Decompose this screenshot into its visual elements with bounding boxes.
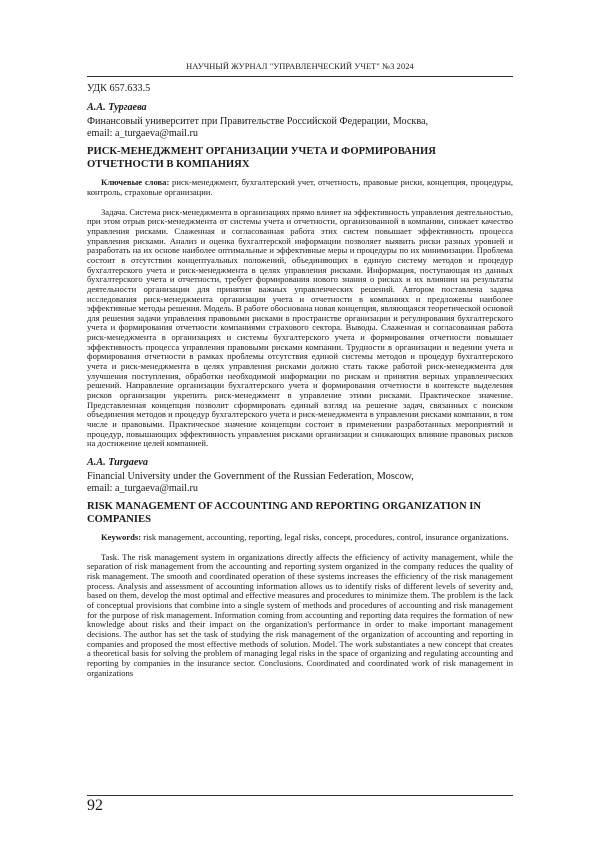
keywords-label-ru: Ключевые слова: xyxy=(101,177,170,187)
abstract-ru: Задача. Система риск-менеджмента в организациях прямо влияет на эффективность управления деятельностью, при этом отрыв риск-менеджмента от системы учета и отчетности, организованной в компании, снижает качество управления рисками. Слаженная и согласованная работа этих систем повышает эффективность процесса управления рисками. Анализ и оценка бухгалтерской информации позволяет выявить риски разных уровней и разработать на их основе наиболее оптимальные и эффективные меры и процедуры по их минимизации. Проблема состоит в отсутствии концептуальных положений, объединяющих в единую систему методов и процедур бухгалтерского учета и риск-менеджмента в целях управления рисками. Информация, поступающая из данных бухгалтерского учета и отчетности, требует формирования нового знания о рисках и их влиянии на результаты деятельности организации для принятия важных управленческих решений. Автором поставлена задача исследования риск-менеджмента организации учета и отчетности в компаниях и предложены наиболее эффективные методы решения. Модель. В работе обоснована новая концепция, являющаяся теоретической основой для решения задачи управления правовыми рисками в пространстве организации и регулирования бухгалтерского учета и формирования отчетности компаниями страхового сектора. Выводы. Слаженная и согласованная работа риск-менеджмента в организациях и системы бухгалтерского учета и формирования отчетности повышает эффективность процесса управления правовыми рисками компании. Трудности в организации и ведении учета и формирования отчетности в рамках проблемы отсутствия единой системы методов и процедур бухгалтерского учета и риск-менеджмента в целях управления рисками должно стать также работой риск-менеджмента для улучшения поступления, обработки необходимой информации по рискам и принятия верных управленческих решений. Направление организации бухгалтерского учета и формирования отчетности в контексте выделения рисков организации укрепить риск-менеджмент в управление этими рисками. Практическое значение. Представленная концепция позволит сформировать единый взгляд на решение задач, связанных с поиском объединения методов и процедур бухгалтерского учета и риск-менеджмента в управлении рисками компании, в том числе и правовыми. Практическое значение концепции состоит в применении разработанных мероприятий и процедур, повышающих эффективность управления рисками организации и снижающих влияние правовых рисков на достижение целей компанией. xyxy=(87,206,513,449)
affiliation-en: Financial University under the Government of the Russian Federation, Moscow, xyxy=(87,471,414,482)
email-ru[interactable]: email: a_turgaeva@mail.ru xyxy=(87,128,199,139)
page-number: 92 xyxy=(87,797,103,814)
author-name-ru: А.А. Тургаева xyxy=(87,102,147,113)
keywords-ru xyxy=(87,178,513,198)
article-title-ru: РИСК-МЕНЕДЖМЕНТ ОРГАНИЗАЦИИ УЧЕТА И ФОРМИРОВАНИЯ ОТЧЕТНОСТИ В КОМПАНИЯХ xyxy=(87,146,436,170)
footer-divider xyxy=(87,795,513,796)
keywords-en xyxy=(87,533,513,543)
keywords-text-en: risk management, accounting, reporting, legal risks, concept, procedures, control, insurance organizations. xyxy=(141,532,509,542)
header-divider xyxy=(87,76,513,77)
author-name-en: A.A. Turgaeva xyxy=(87,457,149,468)
article-title-en: RISK MANAGEMENT OF ACCOUNTING AND REPORTING ORGANIZATION IN COMPANIES xyxy=(87,501,482,525)
abstract-en: Task. The risk management system in organizations directly affects the efficiency of activity management, while the separation of risk management from the accounting and reporting system organized in the company reduces the quality of risk management. The smooth and coordinated operation of these systems increases the efficiency of the risk management process. Analysis and assessment of accounting information allows us to identify risks of different levels of severity and, based on them, develop the most optimal and effective measures and procedures to minimize them. The problem is the lack of conceptual provisions that combine into a single system of methods and procedures of accounting and risk management for the purpose of risk management. Information coming from accounting and reporting data requires the formation of new knowledge about risks and their impact on the organization's performance in order to make important management decisions. The author has set the task of studying the risk management of the organization of accounting and reporting in companies and proposed the most effective methods of solution. Model. The work substantiates a new concept that creates a theoretical basis for solving the problem of managing legal risks in the space of organizing and regulating accounting and reporting by companies in the insurance sector. Conclusions. Coordinated and coordinated work of risk management in organizations xyxy=(87,551,513,678)
email-en[interactable]: email: a_turgaeva@mail.ru xyxy=(87,483,199,494)
article-content xyxy=(87,83,513,678)
udc-code: УДК 657.633.5 xyxy=(87,83,151,94)
keywords-text-ru: риск-менеджмент, бухгалтерский учет, отчетность, правовые риски, концепция, процедуры, контроль, страховые организации. xyxy=(87,177,513,197)
journal-header: НАУЧНЫЙ ЖУРНАЛ "УПРАВЛЕНЧЕСКИЙ УЧЕТ" №3 2024 xyxy=(186,62,414,71)
affiliation-ru: Финансовый университет при Правительстве Российской Федерации, Москва, xyxy=(87,116,429,127)
keywords-label-en: Keywords: xyxy=(101,532,142,542)
